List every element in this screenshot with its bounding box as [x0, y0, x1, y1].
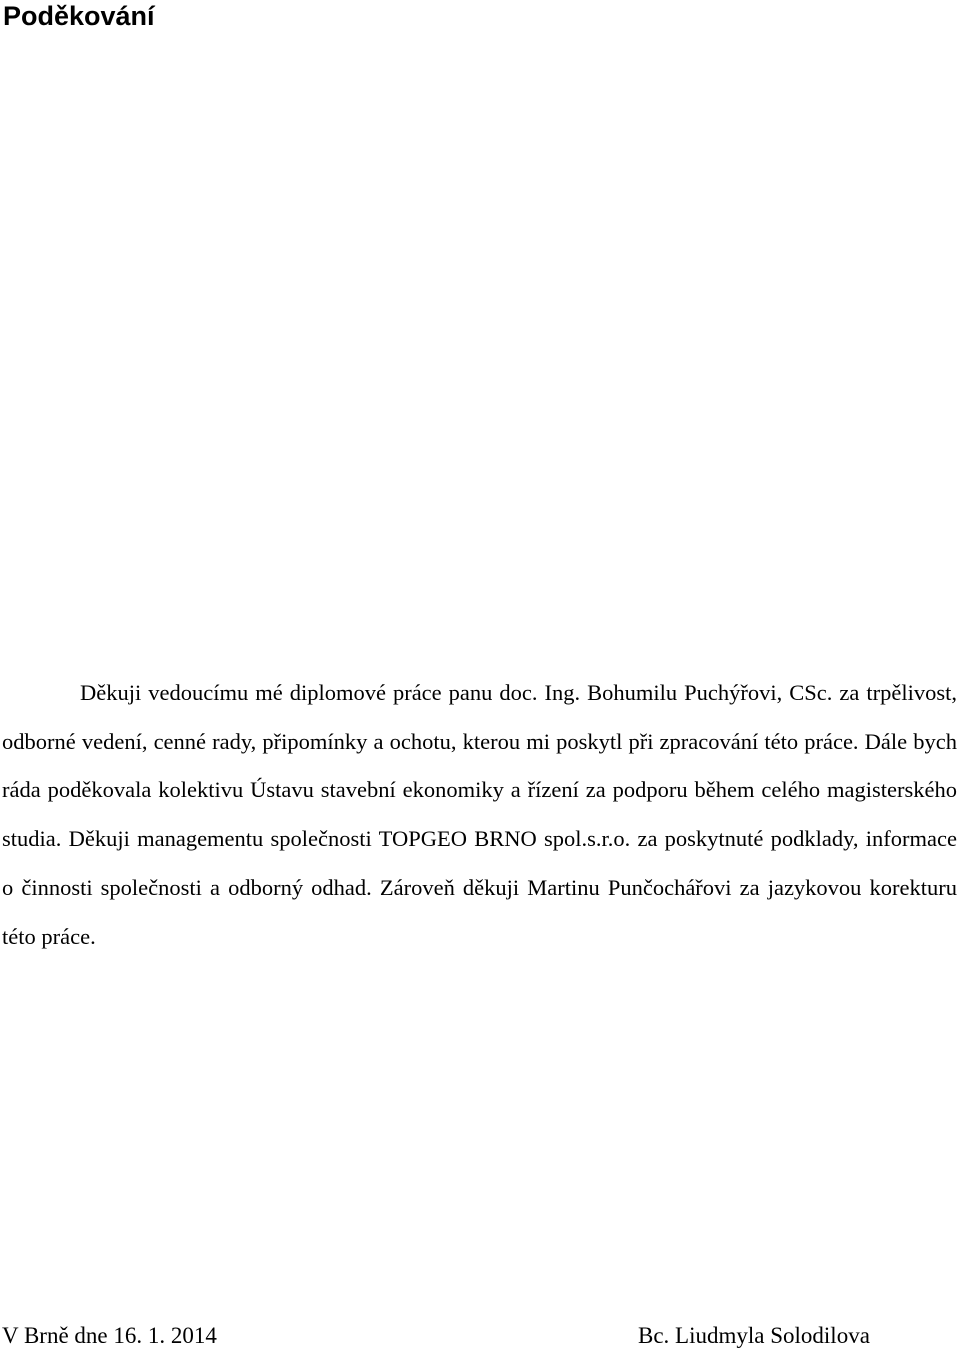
- author-signature: Bc. Liudmyla Solodilova: [638, 1323, 870, 1348]
- page-title: Poděkování: [3, 1, 155, 31]
- place-date: V Brně dne 16. 1. 2014: [2, 1323, 217, 1348]
- acknowledgement-paragraph: Děkuji vedoucímu mé diplomové práce panu doc. Ing. Bohumilu Puchýřovi, CSc. za trpělivost, odborné vedení, cenné rady, připomínky a ochotu, kterou mi poskytl při zpracování této práce. Dále bych ráda poděkovala kolektivu Ústavu stavební ekonomiky a řízení za podporu během celého magisterského studia. Děkuji managementu společnosti TOPGEO BRNO spol.s.r.o. za poskytnuté podklady, informace o činnosti společnosti a odborný odhad. Zároveň děkuji Martinu Punčochářovi za jazykovou korekturu této práce.: [2, 680, 957, 949]
